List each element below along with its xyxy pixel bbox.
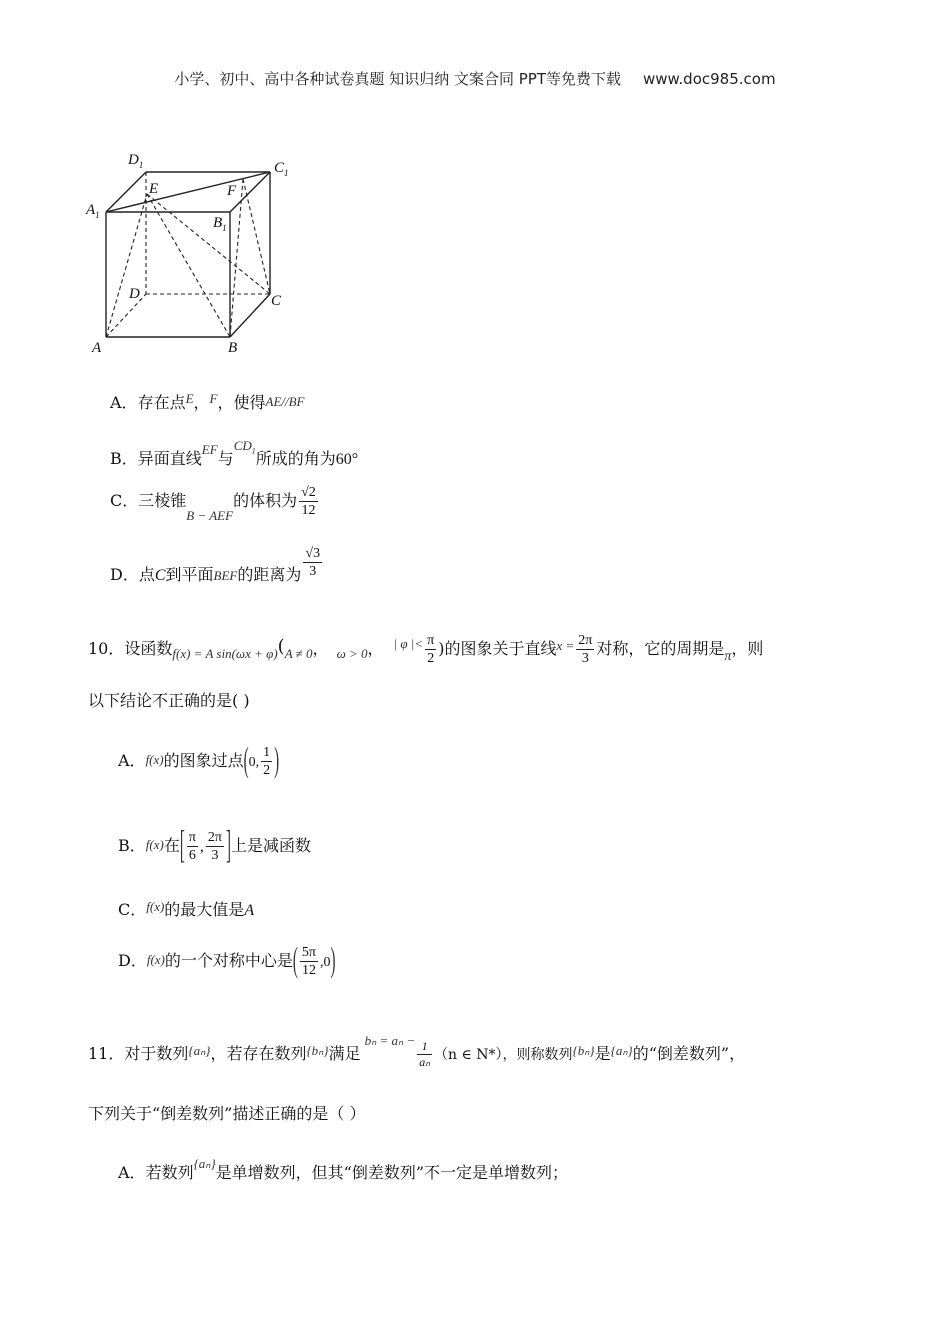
page-header (0, 68, 950, 89)
label-C1: $C_1$ (274, 160, 289, 178)
fraction: $\frac{\pi}{6}$ (188, 830, 196, 863)
q10-option-c: C．$^{f(x)}$的最大值是A (118, 899, 255, 919)
fraction: $\frac{2\pi}{3}$ (207, 830, 222, 863)
label-B1: $B_1$ (213, 215, 227, 233)
q9-option-d: D．点C到平面BEF的距离为 $\frac{√3}{3}$ (110, 546, 321, 584)
fraction: $\frac{2\pi}{3}$ (578, 633, 593, 666)
q9-option-c: C．三棱锥$_{B - AEF}$的体积为 $\frac{√2}{12}$ (110, 485, 316, 523)
label-A: A (92, 340, 102, 356)
edge-A1C1 (106, 172, 270, 212)
fraction: $\frac{1}{\text{aₙ}}$ (419, 1039, 431, 1069)
label-C: C (271, 293, 282, 309)
fraction: $\frac{5\pi}{12}$ (301, 945, 316, 978)
q10-option-a: A．f(x)的图象过点(0, $\frac{1}{2}$ ) (118, 743, 280, 780)
fraction: $\frac{√2}{12}$ (301, 485, 316, 518)
label-B: B (228, 340, 238, 356)
label-F: F (227, 183, 237, 199)
header-site: www.doc985.com (642, 70, 776, 88)
q10-option-d: D．f(x)的一个对称中心是( $\frac{5\pi}{12}$ ,0) (118, 943, 336, 980)
fraction: $\frac{1}{2}$ (263, 745, 271, 778)
q10-stem-line2: 以下结论不正确的是( ) (88, 691, 250, 710)
edge-BC (230, 294, 270, 337)
label-D1: $D_1$ (128, 152, 144, 170)
q10-option-b: B．f(x)在[ $\frac{\pi}{6}$ , $\frac{2\pi}{3}$ ]上是减函数 (118, 825, 311, 868)
label-D: D (129, 286, 140, 302)
label-A1: $A_1$ (86, 202, 100, 220)
seg-FC (243, 179, 270, 294)
seg-EC (147, 194, 270, 294)
q11-stem: 11．对于数列$^{\{a_n\}}$，若存在数列$^{\{b_n\}}$满足$^{b_n = a_n -}$ $\frac{1}{\text{aₙ}}$ （n ∈ N*），则称数列$^{\{b_n\}}$是$^{\{a_n\}}$的“倒差数列”， (88, 1033, 746, 1069)
q9-option-b: B．异面直线$^{EF}$与$^{CD_1}$所成的角为60° (110, 438, 359, 468)
seg-FB (230, 179, 243, 337)
cube-figure (82, 148, 302, 358)
edge-A1D1 (106, 172, 146, 212)
label-E: E (149, 181, 159, 197)
q11-option-a: A．若数列$^{\{a_n\}}$是单增数列，但其“倒差数列”不一定是单增数列； (118, 1156, 569, 1182)
q9-option-a: A．存在点$^E$，$^F$，使得AE//BF (110, 391, 305, 412)
q10-stem: 10．设函数$_{f(x) = A sin(\omega x + \varphi)}(_{A \ne 0}$， $_{\omega > 0}$， $^{| \varphi |<}$ $\frac{\pi}{2}$ )的图象关于直线$^{x =}$ $\frac{2\pi}{3}$ 对称，它的周期是π，则 (88, 633, 764, 666)
fraction: $\frac{\pi}{2}$ (427, 633, 435, 666)
header-text: 小学、初中、高中各种试卷真题 知识归纳 文案合同 PPT等免费下载 (174, 70, 621, 88)
q11-stem-line2: 下列关于“倒差数列”描述正确的是（ ） (88, 1104, 366, 1123)
fraction: $\frac{√3}{3}$ (305, 546, 321, 579)
